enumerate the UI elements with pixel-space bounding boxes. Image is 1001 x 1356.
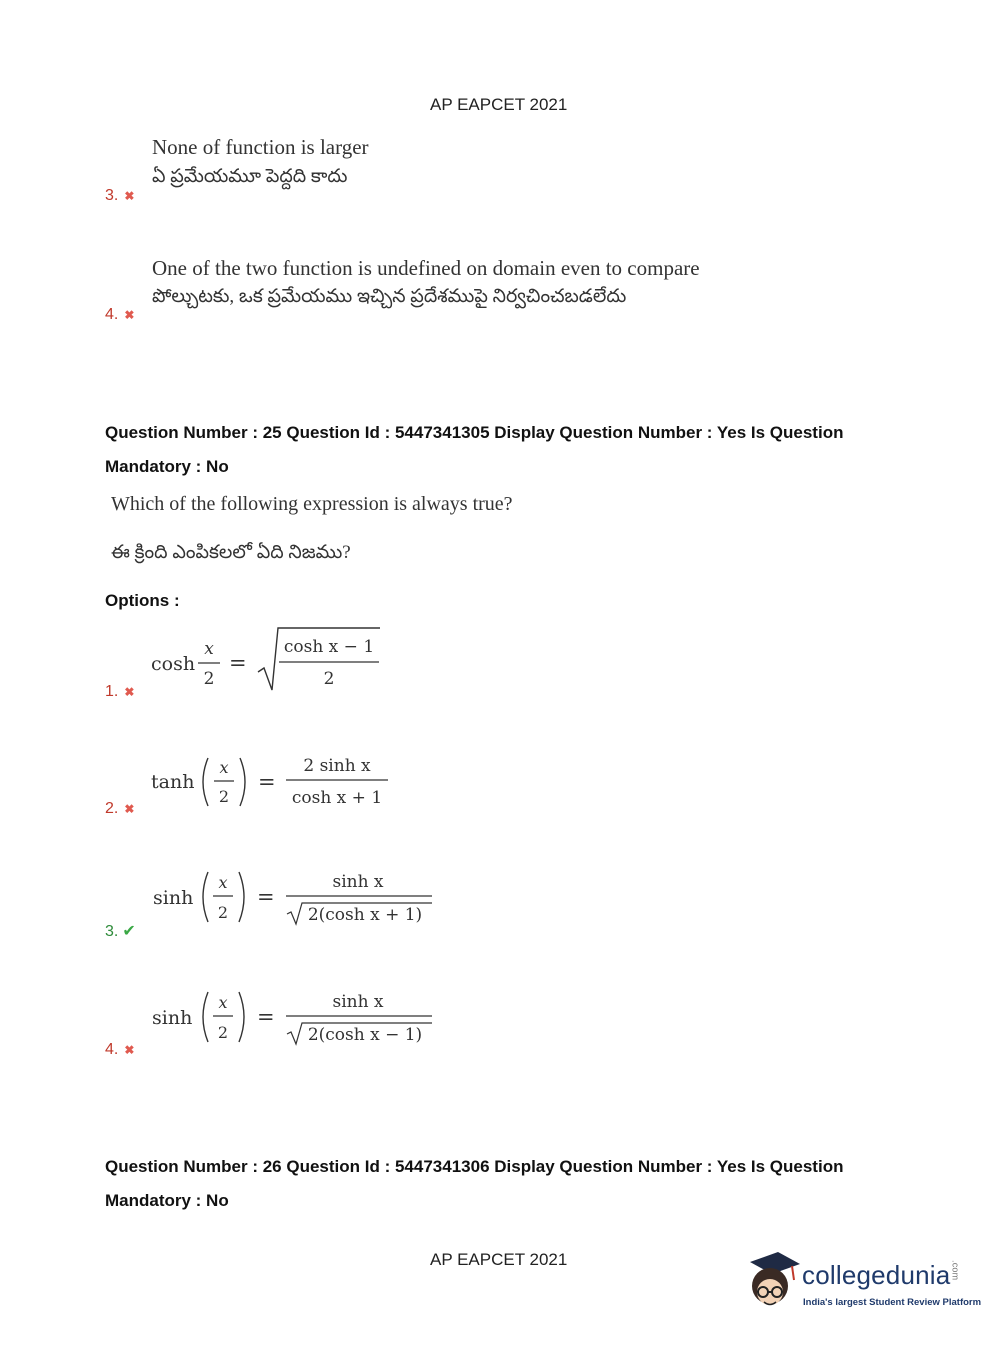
q25-opt4-lhs-fn: sinh bbox=[152, 1007, 193, 1029]
q25-opt3-paren-left bbox=[203, 872, 208, 922]
wrong-mark-icon: ✖ bbox=[124, 308, 135, 322]
q25-opt3-lhs-num: x bbox=[218, 873, 228, 892]
q25-opt3-equals: = bbox=[257, 885, 275, 909]
q25-opt2-lhs-den: 2 bbox=[218, 787, 230, 806]
q25-opt3-lhs-den: 2 bbox=[217, 903, 229, 922]
q25-opt2-lhs-num: x bbox=[219, 758, 229, 777]
page-header-title: AP EAPCET 2021 bbox=[430, 95, 568, 114]
q25-opt1-equals: = bbox=[229, 651, 247, 675]
q25-opt4-paren-left bbox=[203, 992, 208, 1042]
q25-opt1-lhs-den: 2 bbox=[203, 669, 215, 689]
q25-text-en: Which of the following expression is always true? bbox=[111, 493, 513, 515]
q25-opt4-rhs-den: 2(cosh x − 1) bbox=[307, 1025, 423, 1045]
q25-opt2-rhs-den: cosh x + 1 bbox=[291, 788, 383, 808]
prev-option-3-text-en: None of function is larger bbox=[152, 135, 369, 159]
q25-opt1-rhs-num: cosh x − 1 bbox=[283, 637, 375, 657]
logo-tagline: India's largest Student Review Platform bbox=[803, 1297, 982, 1308]
q25-opt1-lhs-num: x bbox=[204, 639, 214, 659]
q25-opt4-paren-right bbox=[239, 992, 244, 1042]
prev-option-4-number: 4. ✖ bbox=[105, 306, 135, 323]
q25-opt4-rhs-num: sinh x bbox=[332, 992, 384, 1012]
q25-opt4-lhs-den: 2 bbox=[217, 1023, 229, 1042]
prev-option-4-text-en: One of the two function is undefined on domain even to compare bbox=[152, 256, 700, 280]
prev-option-3-number: 3. ✖ bbox=[105, 187, 135, 204]
q25-options-label: Options : bbox=[105, 591, 180, 610]
collegedunia-logo bbox=[740, 1250, 982, 1320]
q25-option-4-number: 4. ✖ bbox=[105, 1041, 135, 1058]
q25-option-2-formula bbox=[148, 746, 408, 812]
q25-opt2-equals: = bbox=[258, 770, 276, 794]
q25-option-3-formula bbox=[148, 862, 443, 932]
q25-opt2-rhs-num: 2 sinh x bbox=[303, 756, 371, 776]
q25-opt1-lhs-fn: cosh bbox=[151, 653, 196, 675]
q25-opt3-lhs-fn: sinh bbox=[153, 887, 194, 909]
q25-opt3-rhs-den: 2(cosh x + 1) bbox=[307, 905, 423, 925]
wrong-mark-icon: ✖ bbox=[124, 802, 135, 816]
q26-meta-line2: Mandatory : No bbox=[105, 1191, 229, 1210]
wrong-mark-icon: ✖ bbox=[124, 685, 135, 699]
q25-opt2-paren-left bbox=[203, 758, 208, 806]
q25-option-2-number: 2. ✖ bbox=[105, 800, 135, 817]
logo-name: collegedunia bbox=[802, 1260, 951, 1290]
q25-opt2-lhs-fn: tanh bbox=[151, 771, 195, 793]
q25-opt4-lhs-num: x bbox=[218, 993, 228, 1012]
q25-opt4-equals: = bbox=[257, 1005, 275, 1029]
q26-meta-line1: Question Number : 26 Question Id : 5447341306 Display Question Number : Yes Is Question bbox=[105, 1157, 844, 1176]
q25-text-te: ఈ క్రింది ఎంపికలలో ఏది నిజము? bbox=[111, 542, 351, 563]
wrong-mark-icon: ✖ bbox=[124, 189, 135, 203]
q25-option-1-formula bbox=[148, 622, 398, 694]
q25-option-1-number: 1. ✖ bbox=[105, 683, 135, 700]
wrong-mark-icon: ✖ bbox=[124, 1043, 135, 1057]
page-footer-title: AP EAPCET 2021 bbox=[430, 1250, 568, 1269]
q25-meta-line1: Question Number : 25 Question Id : 5447341305 Display Question Number : Yes Is Question bbox=[105, 423, 844, 442]
q25-option-4-formula bbox=[148, 982, 443, 1052]
q25-meta-line2: Mandatory : No bbox=[105, 457, 229, 476]
prev-option-3-text-te: ఏ ప్రమేయమూ పెద్దది కాదు bbox=[152, 166, 348, 187]
q25-option-3-number: 3. ✔ bbox=[105, 923, 136, 940]
logo-suffix: .com bbox=[950, 1260, 961, 1281]
q25-opt2-paren-right bbox=[240, 758, 245, 806]
q25-opt3-paren-right bbox=[239, 872, 244, 922]
mascot-icon bbox=[740, 1250, 802, 1318]
correct-check-icon: ✔ bbox=[122, 923, 136, 940]
prev-option-4-text-te: పోల్చుటకు, ఒక ప్రమేయము ఇచ్చిన ప్రదేశముపై నిర్వచించబడలేదు bbox=[152, 286, 627, 307]
q25-opt3-rhs-num: sinh x bbox=[332, 872, 384, 892]
q25-opt1-rhs-den: 2 bbox=[323, 669, 335, 689]
